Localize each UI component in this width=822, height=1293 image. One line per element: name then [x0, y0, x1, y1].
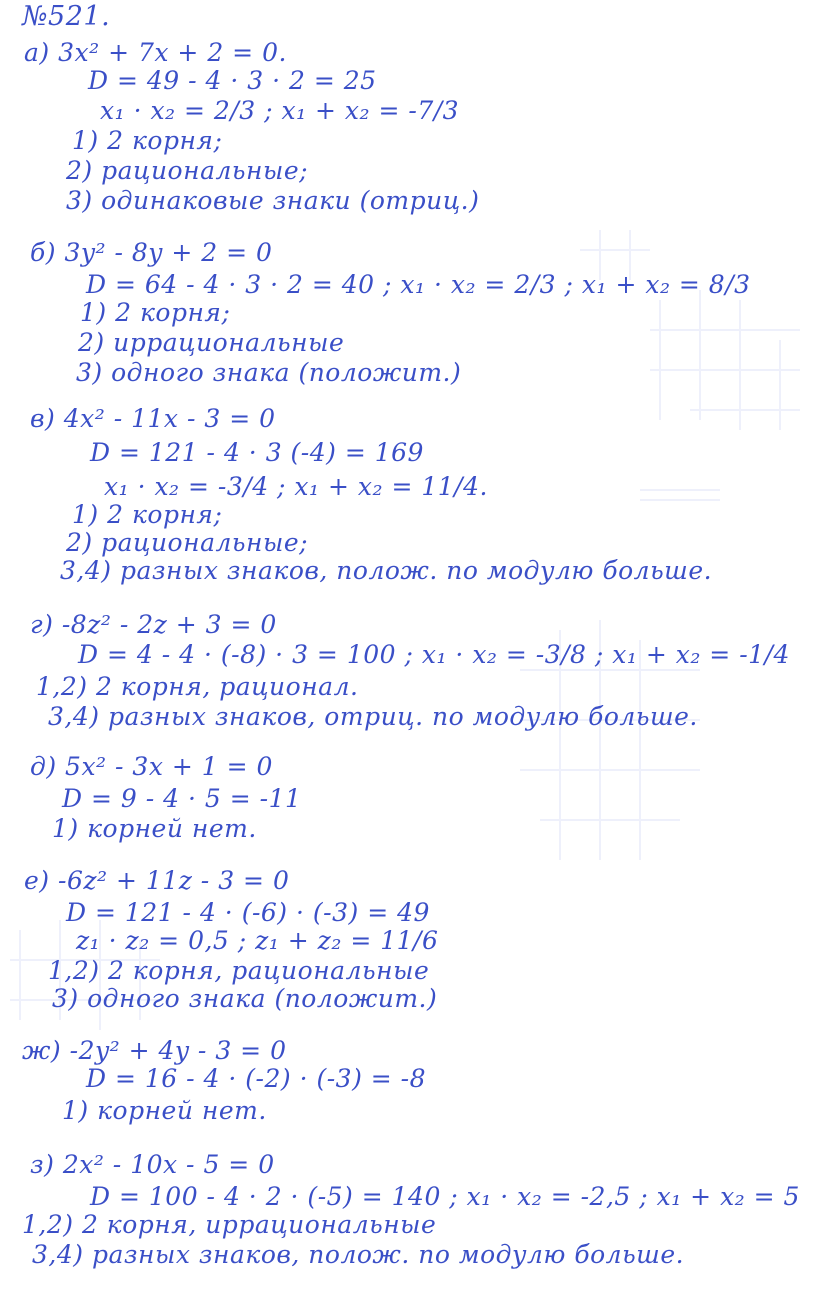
section-v-discriminant: D = 121 - 4 · 3 (-4) = 169 — [90, 438, 424, 467]
section-zh-equation: ж) -2y² + 4y - 3 = 0 — [22, 1036, 287, 1065]
section-zh-discriminant: D = 16 - 4 · (-2) · (-3) = -8 — [86, 1064, 427, 1093]
section-b-point-1: 1) 2 корня; — [80, 298, 231, 327]
section-v-point-3-4: 3,4) разных знаков, полож. по модулю больше. — [60, 556, 713, 585]
section-a-equation: а) 3x² + 7x + 2 = 0. — [24, 38, 287, 67]
section-zh-point-1: 1) корней нет. — [62, 1096, 267, 1125]
section-e-equation: е) -6z² + 11z - 3 = 0 — [24, 866, 290, 895]
task-number: №521. — [22, 1, 111, 32]
section-d-discriminant: D = 9 - 4 · 5 = -11 — [62, 784, 302, 813]
section-g-discriminant-vieta: D = 4 - 4 · (-8) · 3 = 100 ; x₁ · x₂ = -3/8 ; x₁ + x₂ = -1/4 — [78, 640, 790, 669]
section-v-point-1: 1) 2 корня; — [72, 500, 223, 529]
section-e-point-1-2: 1,2) 2 корня, рациональные — [48, 956, 430, 985]
section-a-discriminant: D = 49 - 4 · 3 · 2 = 25 — [88, 66, 377, 95]
section-b-equation: б) 3y² - 8y + 2 = 0 — [30, 238, 273, 267]
section-e-vieta: z₁ · z₂ = 0,5 ; z₁ + z₂ = 11/6 — [76, 926, 439, 955]
section-a-point-2: 2) рациональные; — [66, 156, 309, 185]
section-v-vieta: x₁ · x₂ = -3/4 ; x₁ + x₂ = 11/4. — [104, 472, 488, 501]
section-a-vieta: x₁ · x₂ = 2/3 ; x₁ + x₂ = -7/3 — [100, 96, 460, 125]
section-v-point-2: 2) рациональные; — [66, 528, 309, 557]
section-v-equation: в) 4x² - 11x - 3 = 0 — [30, 404, 276, 433]
section-a-point-3: 3) одинаковые знаки (отриц.) — [66, 186, 480, 215]
section-z-point-1-2: 1,2) 2 корня, иррациональные — [22, 1210, 437, 1239]
section-d-equation: д) 5x² - 3x + 1 = 0 — [30, 752, 273, 781]
section-g-point-1-2: 1,2) 2 корня, рационал. — [36, 672, 359, 701]
section-b-point-2: 2) иррациональные — [78, 328, 345, 357]
section-b-discriminant-vieta: D = 64 - 4 · 3 · 2 = 40 ; x₁ · x₂ = 2/3 ; x₁ + x₂ = 8/3 — [86, 270, 751, 299]
section-d-point-1: 1) корней нет. — [52, 814, 257, 843]
section-g-point-3-4: 3,4) разных знаков, отриц. по модулю больше. — [48, 702, 698, 731]
section-g-equation: г) -8z² - 2z + 3 = 0 — [30, 610, 277, 639]
section-e-point-3: 3) одного знака (положит.) — [52, 984, 438, 1013]
section-b-point-3: 3) одного знака (положит.) — [76, 358, 462, 387]
section-z-point-3-4: 3,4) разных знаков, полож. по модулю больше. — [32, 1240, 685, 1269]
section-a-point-1: 1) 2 корня; — [72, 126, 223, 155]
section-z-discriminant-vieta: D = 100 - 4 · 2 · (-5) = 140 ; x₁ · x₂ = -2,5 ; x₁ + x₂ = 5 — [90, 1182, 800, 1211]
section-z-equation: з) 2x² - 10x - 5 = 0 — [30, 1150, 275, 1179]
section-e-discriminant: D = 121 - 4 · (-6) · (-3) = 49 — [66, 898, 430, 927]
